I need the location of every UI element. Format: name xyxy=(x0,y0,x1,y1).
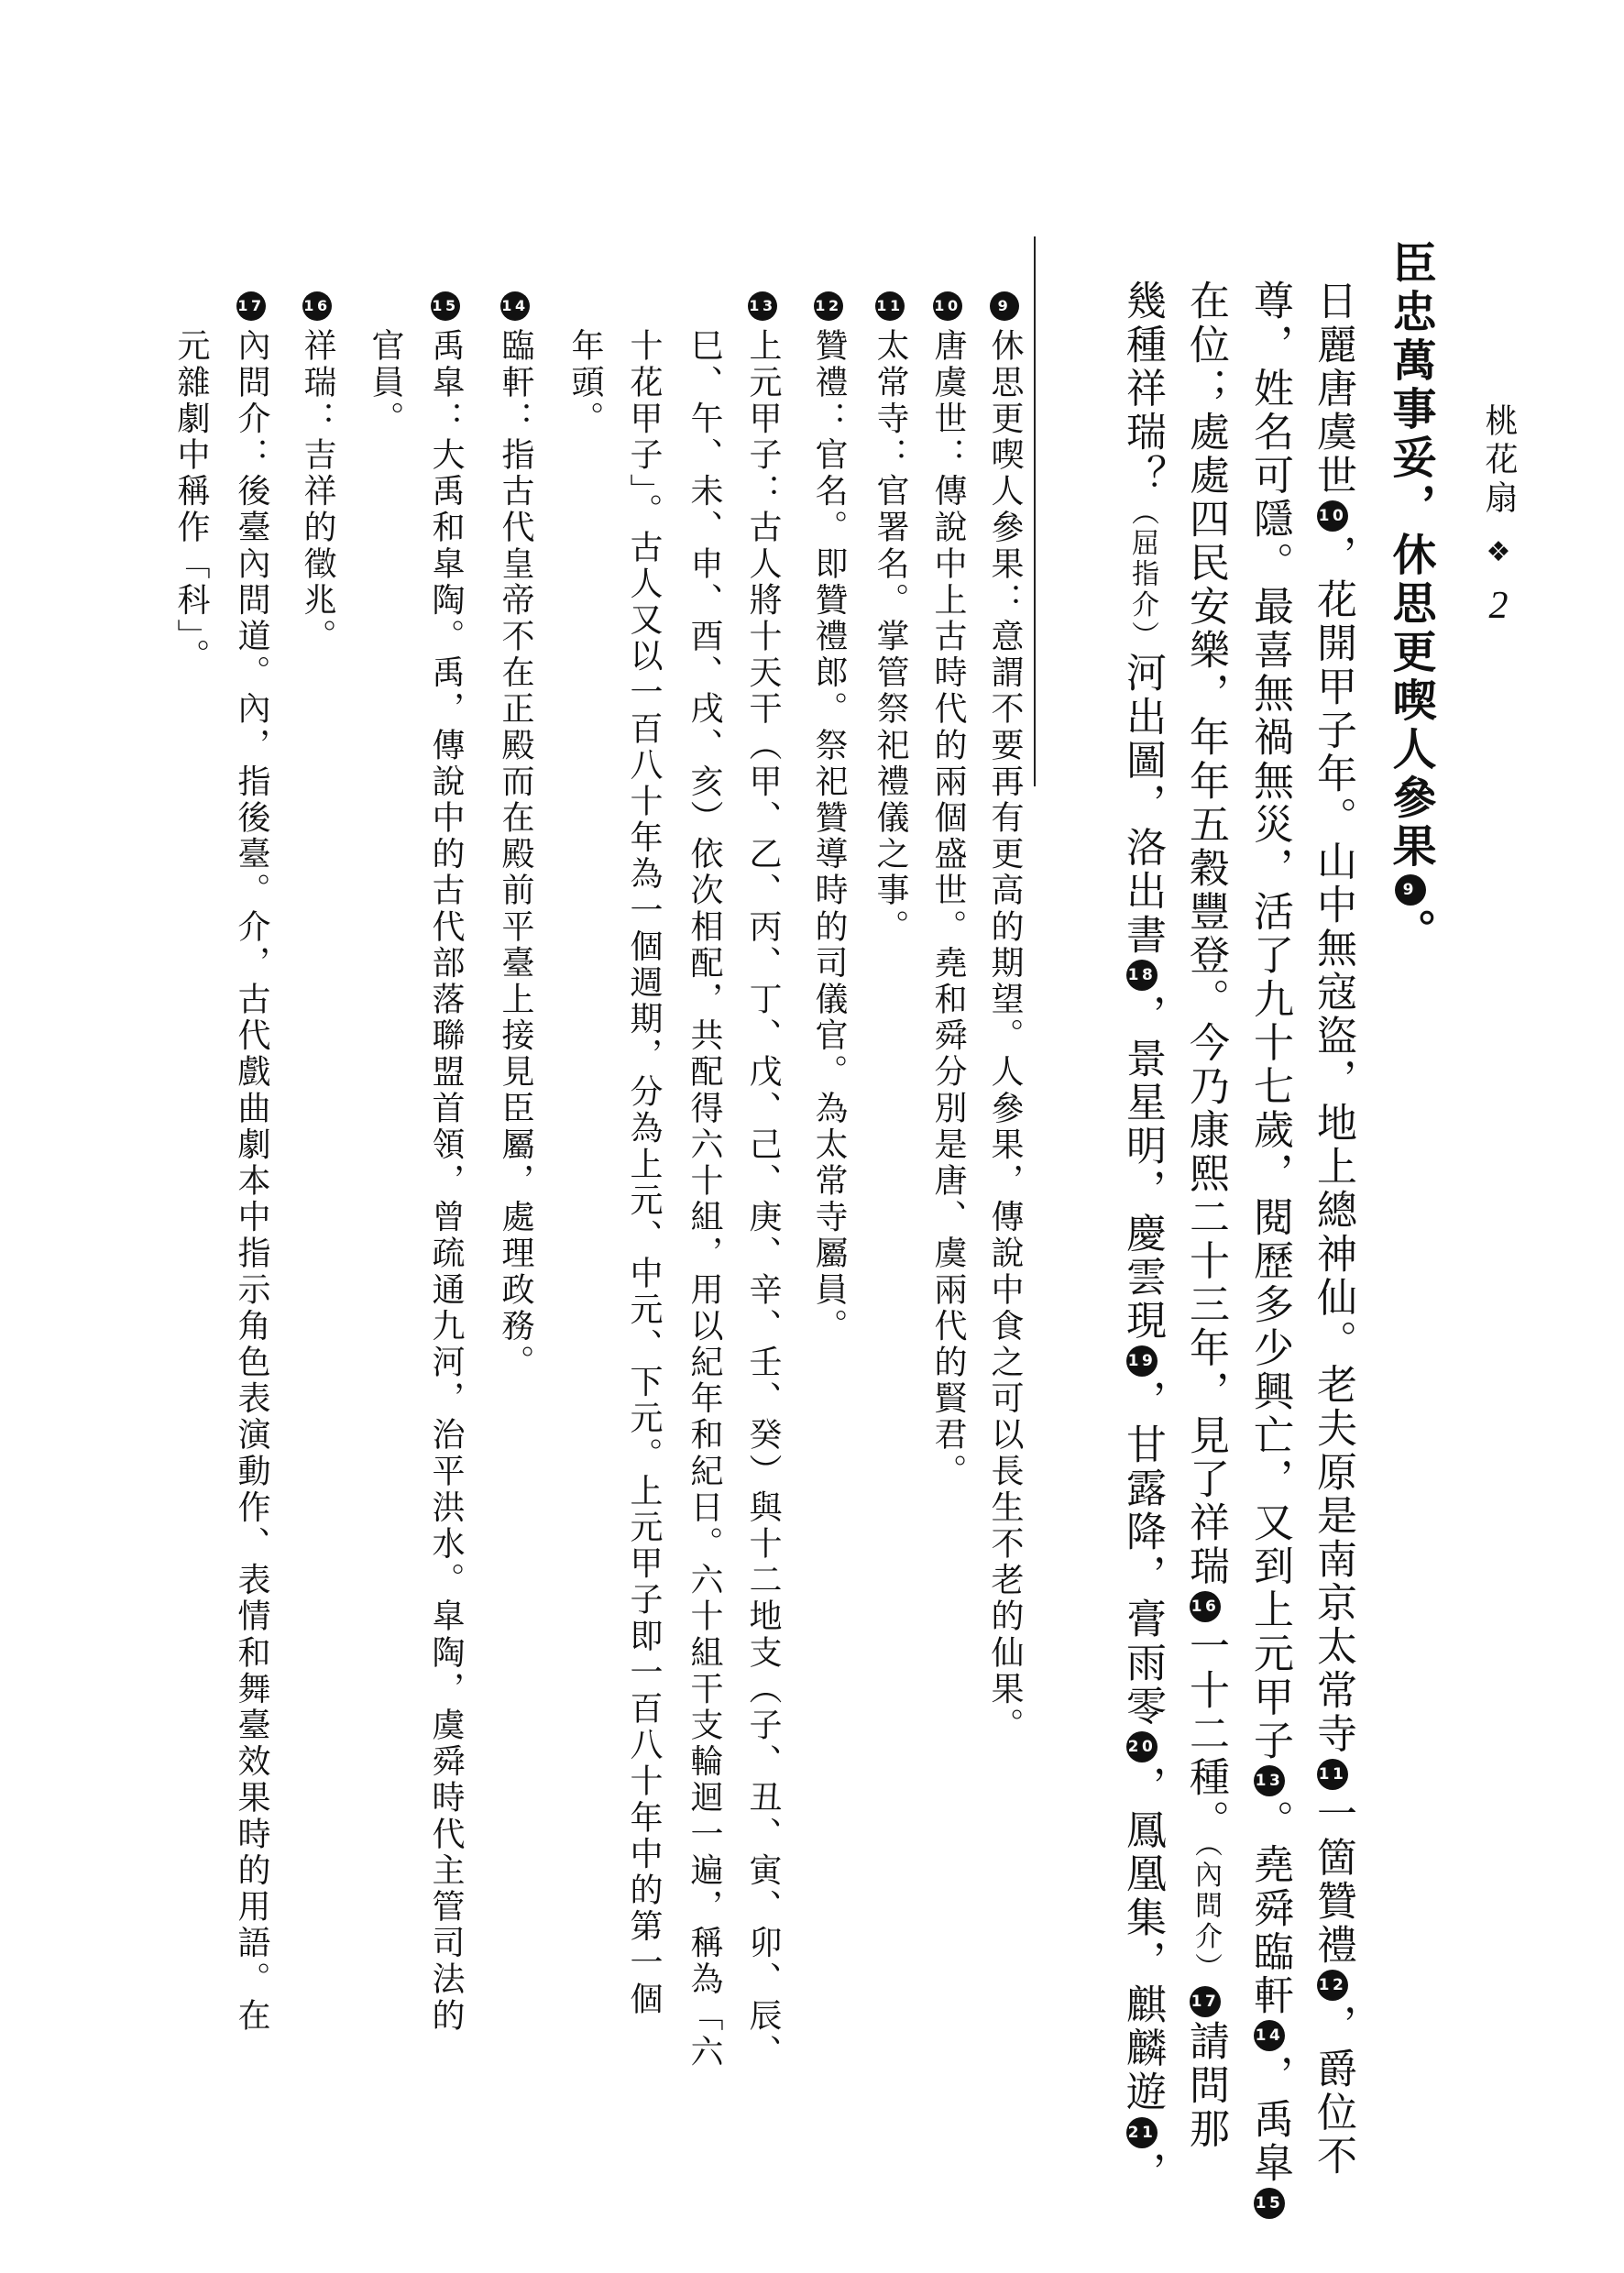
footnote-14 xyxy=(499,291,532,1380)
note-text: 上元甲子：古人將十天干（甲、乙、丙、丁、戊、己、庚、辛、壬、癸）與十二地支（子、丑、寅、卯、辰、 xyxy=(744,328,782,2070)
main-text: ，禹皐 xyxy=(1246,2054,1293,2186)
note-marker: 17 xyxy=(1190,1986,1221,2017)
note-marker: 15 xyxy=(1254,2188,1285,2219)
footnote-13-line-3 xyxy=(625,328,663,2018)
stage-direction: （屈指介） xyxy=(1126,498,1158,652)
note-marker: 13 xyxy=(1254,1765,1285,1796)
footnote-15 xyxy=(427,291,465,2035)
note-number: 9 xyxy=(990,291,1019,321)
main-text: 一箇贊禮 xyxy=(1310,1792,1356,1968)
footnote-16 xyxy=(301,291,334,654)
note-number: 16 xyxy=(302,291,332,321)
note-text: 年頭。 xyxy=(566,328,604,437)
note-text: 唐虞世：傳說中上古時代的兩個盛世。堯和舜分別是唐、虞兩代的賢君。 xyxy=(929,328,967,1490)
note-text: 十花甲子」。古人又以一百八十年為一個週期，分為上元、中元、下元。上元甲子即一百八十年中的第一個 xyxy=(625,328,663,2018)
note-marker: 10 xyxy=(1317,500,1348,532)
note-text: 元雜劇中稱作「科」。 xyxy=(172,328,210,675)
note-marker: 12 xyxy=(1317,1970,1348,2001)
footnote-13 xyxy=(744,291,782,2070)
footnote-15-line-2 xyxy=(367,328,404,437)
main-text: 在位；處處四民安樂，年年五穀豐登。今乃康熙二十三年，見了祥瑞 xyxy=(1182,280,1229,1588)
main-text: ，花開甲子年。山中無寇盜，地上總神仙。老夫原是南京太常寺 xyxy=(1310,534,1356,1756)
note-marker: 14 xyxy=(1254,2020,1285,2051)
note-text: 內問介：後臺內問道。內，指後臺。介，古代戲曲劇本中指示角色表演動作、表情和舞臺效果時的用語。在 xyxy=(233,328,270,2035)
footnote-12 xyxy=(810,291,848,1345)
footnote-10 xyxy=(929,291,967,1490)
running-head xyxy=(1471,403,1526,625)
note-number: 14 xyxy=(500,291,530,321)
note-text: 太常寺：官署名。掌管祭祀禮儀之事。 xyxy=(872,328,909,946)
footnote-17-line-2 xyxy=(172,328,210,675)
note-marker: 11 xyxy=(1317,1759,1348,1790)
note-marker: 19 xyxy=(1126,1345,1158,1377)
notes-separator xyxy=(1034,236,1036,786)
ornament-icon: ❖ xyxy=(1486,536,1511,568)
main-text: 請問那 xyxy=(1182,2020,1229,2151)
main-text: 河出圖，洛出書 xyxy=(1119,652,1166,958)
note-number: 12 xyxy=(814,291,843,321)
note-text: 官員。 xyxy=(367,328,404,437)
main-text: ，甘露降，膏雨零 xyxy=(1119,1379,1166,1729)
note-text: 贊禮：官名。即贊禮郎。祭祀贊導時的司儀官。為太常寺屬員。 xyxy=(810,328,848,1345)
footnote-13-line-4 xyxy=(566,328,604,437)
note-text: 巳、午、未、申、酉、戌、亥）依次相配，共配得六十組，用以紀年和紀日。六十組干支輪迴一遍，稱為「六 xyxy=(686,328,723,2070)
footnote-11 xyxy=(872,291,909,946)
note-number: 10 xyxy=(933,291,962,321)
main-text-column-3 xyxy=(1246,280,1293,2222)
main-text: 。堯舜臨軒 xyxy=(1246,1799,1293,2018)
main-text-column-1 xyxy=(1385,240,1436,957)
stage-direction: （內問介） xyxy=(1190,1843,1222,1983)
main-text: 臣忠萬事妥，休思更喫人參果 xyxy=(1385,240,1436,872)
note-text: 休思更喫人參果：意謂不要再有更高的期望。人參果，傳說中食之可以長生不老的仙果。 xyxy=(986,328,1024,1744)
note-number: 15 xyxy=(431,291,460,321)
note-marker: 16 xyxy=(1190,1591,1221,1622)
note-text: 祥瑞：吉祥的徵兆。 xyxy=(299,328,336,655)
main-text: ，景星明，慶雲現 xyxy=(1119,994,1166,1344)
footnote-17 xyxy=(235,291,268,2034)
book-title: 桃花扇 xyxy=(1480,403,1518,519)
note-marker: 20 xyxy=(1126,1731,1158,1762)
main-text: 一十二種。 xyxy=(1182,1625,1229,1843)
note-marker: 21 xyxy=(1126,2117,1158,2148)
note-marker: 18 xyxy=(1126,960,1158,991)
note-number: 13 xyxy=(748,291,777,321)
main-text: 日麗唐虞世 xyxy=(1310,280,1356,498)
main-text: 幾種祥瑞？ xyxy=(1119,280,1166,498)
main-text-column-2 xyxy=(1310,280,1356,2179)
note-number: 17 xyxy=(236,291,266,321)
main-text: ， xyxy=(1119,2150,1166,2195)
note-text: 臨軒：指古代皇帝不在正殿而在殿前平臺上接見臣屬，處理政務。 xyxy=(497,328,534,1381)
main-text-column-5 xyxy=(1119,280,1166,2195)
footnote-9 xyxy=(986,291,1024,1744)
page-number: 2 xyxy=(1488,585,1509,627)
main-text: 尊，姓名可隱。最喜無禍無災，活了九十七歲，閱歷多少興亡，又到上元甲子 xyxy=(1246,280,1293,1763)
main-text: ，鳳凰集，麒麟遊 xyxy=(1119,1764,1166,2114)
main-text: ，爵位不 xyxy=(1310,2004,1356,2179)
main-text-column-4 xyxy=(1182,280,1229,2151)
note-text: 禹皐：大禹和皐陶。禹，傳說中的古代部落聯盟首領，曾疏通九河，治平洪水。皐陶，虞舜時代主管司法的 xyxy=(427,328,465,2035)
footnote-13-line-2 xyxy=(686,328,723,2070)
note-number: 11 xyxy=(875,291,905,321)
note-marker: 9 xyxy=(1395,874,1426,906)
main-text: 。 xyxy=(1385,908,1436,957)
